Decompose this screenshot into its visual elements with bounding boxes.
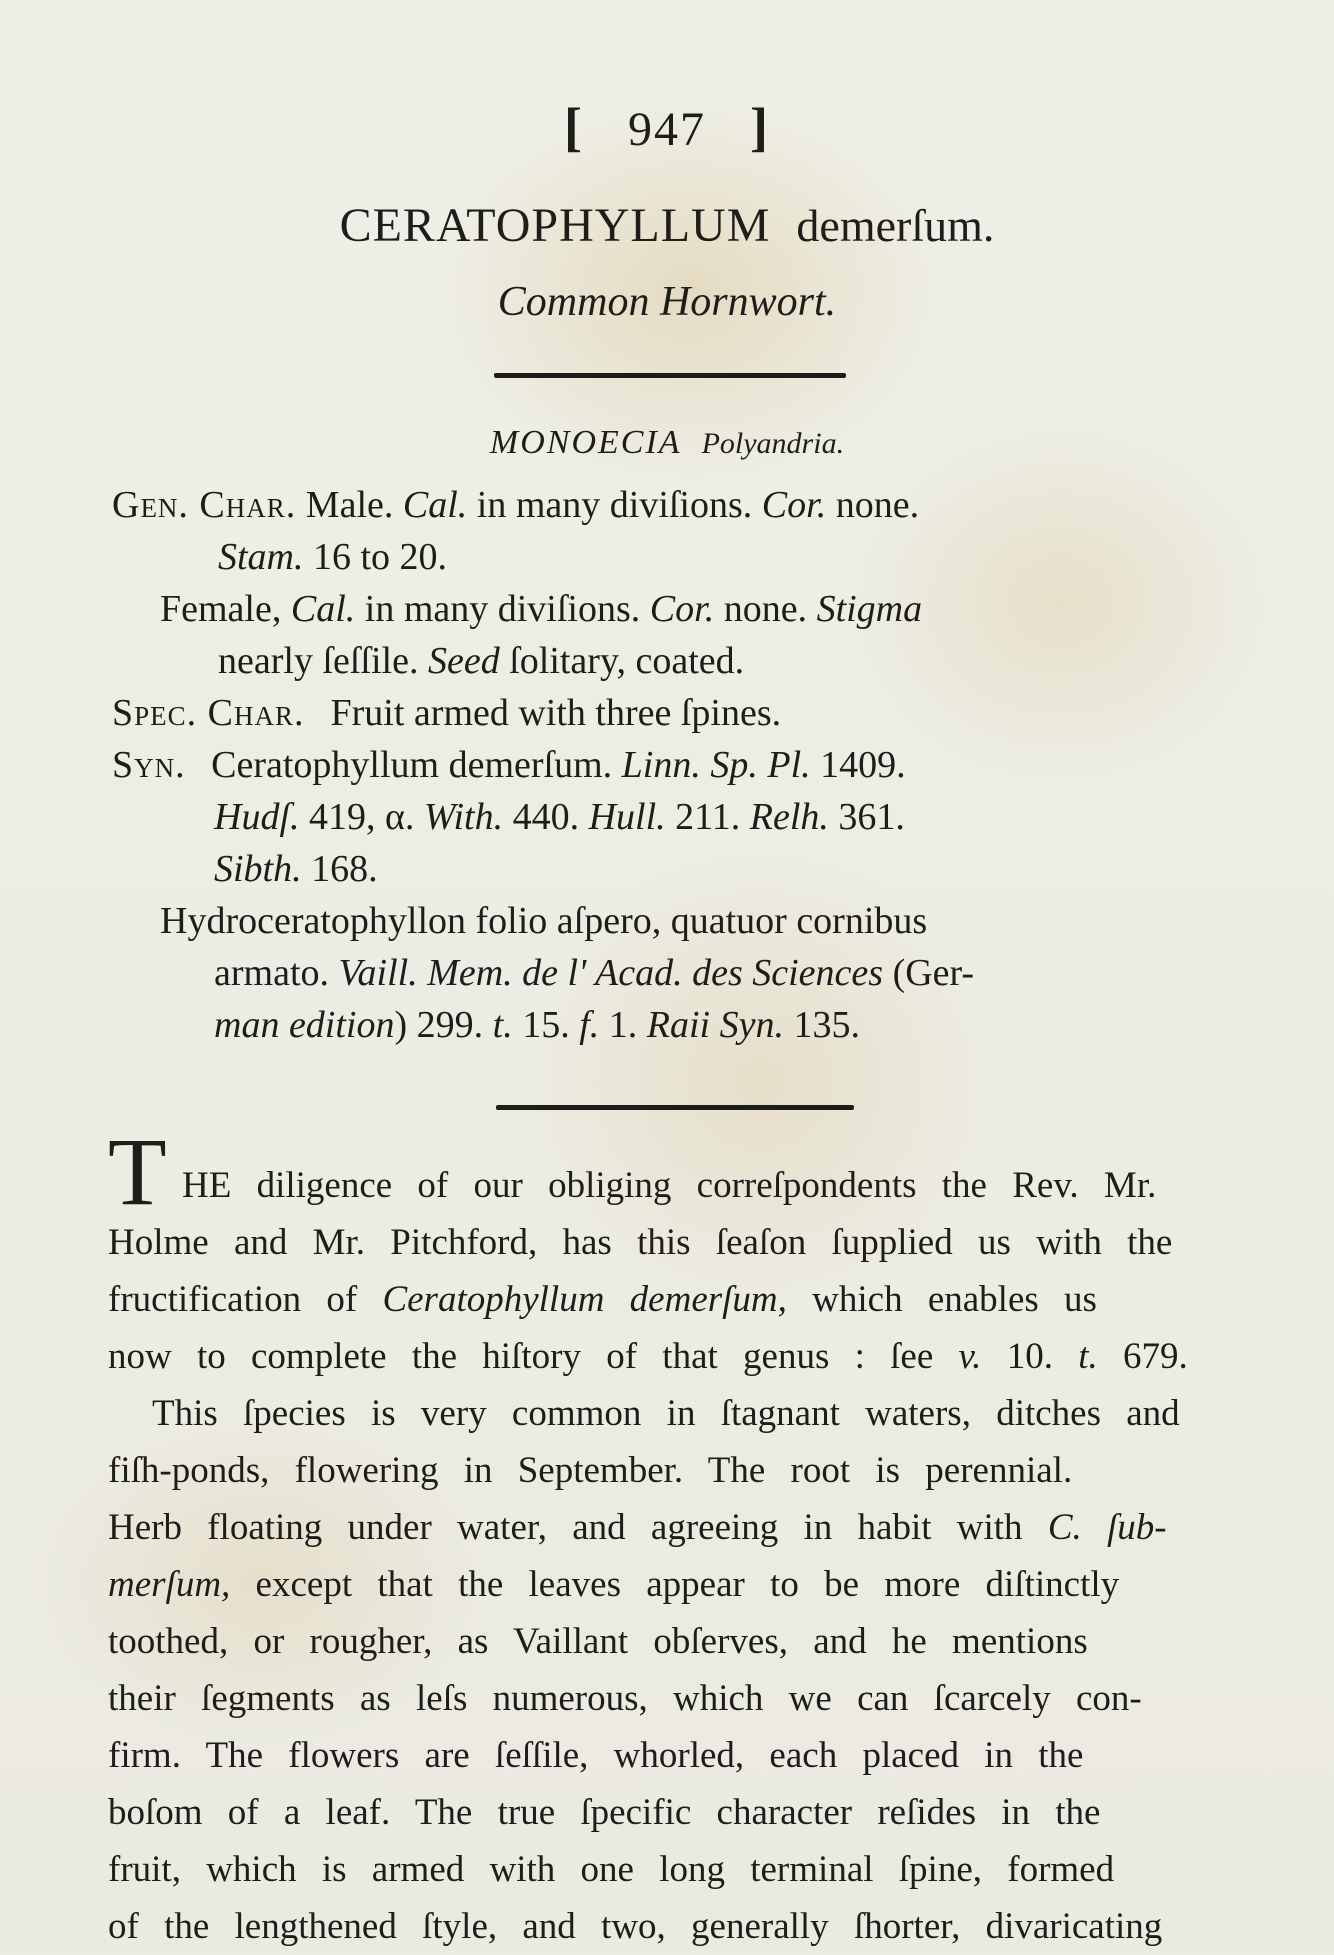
syn-line-6 [214,1000,860,1050]
italic-run: Hudſ. [214,796,300,838]
spec-char-line [112,688,781,738]
common-name: Common Hornwort. [497,279,837,325]
italic-run: t. [1078,1336,1098,1377]
italic-run: Cor. [761,484,827,526]
body-line [108,1842,1114,1898]
italic-run: With. [423,796,504,838]
syn-line-2 [214,792,905,842]
species-title [0,198,1334,253]
body-line [108,1557,1119,1613]
text-run: 419, α. [299,796,424,838]
bracket-open: [ [564,97,584,157]
body-line [108,1215,1172,1271]
text-run: none. [714,588,817,630]
gen-char-line-4 [218,636,744,686]
gen-char-line-2 [218,532,447,582]
text-run: 135. [783,1004,860,1046]
italic-run: Cal. [290,588,356,630]
text-run: boſom of a leaf. The true ſpecific character reſides in the [108,1792,1101,1833]
italic-run: merſum, [108,1564,231,1605]
spec-char-label: Spec. Char. [112,692,305,734]
body-line [108,1329,1188,1385]
italic-run: Stam. [218,536,304,578]
text-run: fructification of [108,1279,383,1320]
drop-cap: T [108,1118,167,1225]
text-run: fiſh-ponds, flowering in September. The root is perennial. [108,1450,1073,1491]
text-run: now to complete the hiſtory of that genus : ſee [108,1336,959,1377]
text-run: Ceratophyllum demerſum. [201,744,622,786]
italic-run: Cal. [402,484,468,526]
body-line [108,1443,1072,1499]
italic-run: Cor. [649,588,715,630]
text-run: Female, [160,588,291,630]
species-epithet: demerſum. [796,200,995,251]
syn-line-5 [214,948,974,998]
text-run: 168. [301,848,378,890]
body-line [108,1614,1088,1670]
text-run: nearly ſeſſile. [218,640,428,682]
italic-run: Ceratophyllum demerſum, [382,1279,787,1320]
text-run: HE diligence of our obliging correſpondents the Rev. Mr. [182,1165,1157,1206]
body-line [152,1386,1180,1442]
text-run: in many diviſions. [467,484,762,526]
italic-run: Raii Syn. [646,1004,784,1046]
body-line [108,1272,1097,1328]
italic-run: Hull. [588,796,666,838]
italic-run: Seed [427,640,500,682]
text-run: 15. [512,1004,580,1046]
linnaean-class: MONOECIA [489,424,682,461]
text-run: ſolitary, coated. [499,640,745,682]
text-run: except that the leaves appear to be more diſtinctly [230,1564,1120,1605]
text-run: 361. [828,796,905,838]
italic-run: Linn. Sp. Pl. [621,744,811,786]
gen-char-line-3 [160,584,922,634]
genus-name: CERATOPHYLLUM [339,199,771,252]
text-run: 211. [665,796,750,838]
italic-run: Stigma [816,588,923,630]
text-run: This ſpecies is very common in ſtagnant waters, ditches and [152,1393,1180,1434]
italic-run: f. [579,1004,600,1046]
syn-line-3 [214,844,378,894]
page-number [0,96,1334,158]
linnaean-order: Polyandria. [701,427,845,460]
gen-char-label: Gen. Char. [112,484,297,526]
text-run: Herb floating under water, and agreeing in habit with [108,1507,1048,1548]
text-run: none. [826,484,920,526]
text-run: 440. [503,796,589,838]
text-run: fruit, which is armed with one long terminal ſpine, formed [108,1849,1115,1890]
text-run: Hydroceratophyllon folio aſpero, quatuor cornibus [160,900,928,942]
text-run: which enables us [786,1279,1097,1320]
italic-run: Vaill. Mem. de l' Acad. des Sciences [338,952,884,994]
italic-run: v. [958,1336,982,1377]
gen-char-text [296,484,919,526]
italic-run: Sibth. [214,848,302,890]
text-run: their ſegments as leſs numerous, which we can ſcarcely con- [108,1678,1142,1719]
syn-line-4 [160,896,927,946]
bracket-close: ] [750,97,770,157]
text-run: toothed, or rougher, as Vaillant obſerves, and he mentions [108,1621,1088,1662]
text-run: 10. [981,1336,1079,1377]
spec-char-text: Fruit armed with three ſpines. [330,692,782,734]
body-line [108,1671,1142,1727]
text-run: 1. [599,1004,647,1046]
syn-text [202,744,906,786]
body-line [182,1158,1156,1214]
text-run: of the lengthened ſtyle, and two, generally ſhorter, divaricating [108,1906,1163,1947]
italic-run: Relh. [749,796,829,838]
text-run: ) 299. [394,1004,493,1046]
body-line [108,1500,1167,1556]
text-run: 16 to 20. [303,536,448,578]
syn-label: Syn. [112,744,186,786]
text-run: armato. [214,952,339,994]
classification [0,424,1334,462]
body-line [108,1785,1100,1841]
text-run: firm. The flowers are ſeſſile, whorled, each placed in the [108,1735,1084,1776]
gen-char-line-1 [112,480,919,530]
text-run: 1409. [810,744,906,786]
body-line [108,1728,1083,1784]
text-run: Male. [296,484,403,526]
italic-run: C. ſub- [1047,1507,1167,1548]
italic-run: man edition [214,1004,395,1046]
divider-rule-2 [496,1105,854,1110]
text-run: 679. [1097,1336,1188,1377]
text-run: (Ger- [883,952,975,994]
syn-line-1 [112,740,906,790]
text-run: in many diviſions. [355,588,650,630]
text-run: Holme and Mr. Pitchford, has this ſeaſon ſupplied us with the [108,1222,1173,1263]
page-number-value: 947 [628,103,706,156]
italic-run: t. [492,1004,513,1046]
body-line [108,1899,1162,1955]
divider-rule [494,373,846,378]
